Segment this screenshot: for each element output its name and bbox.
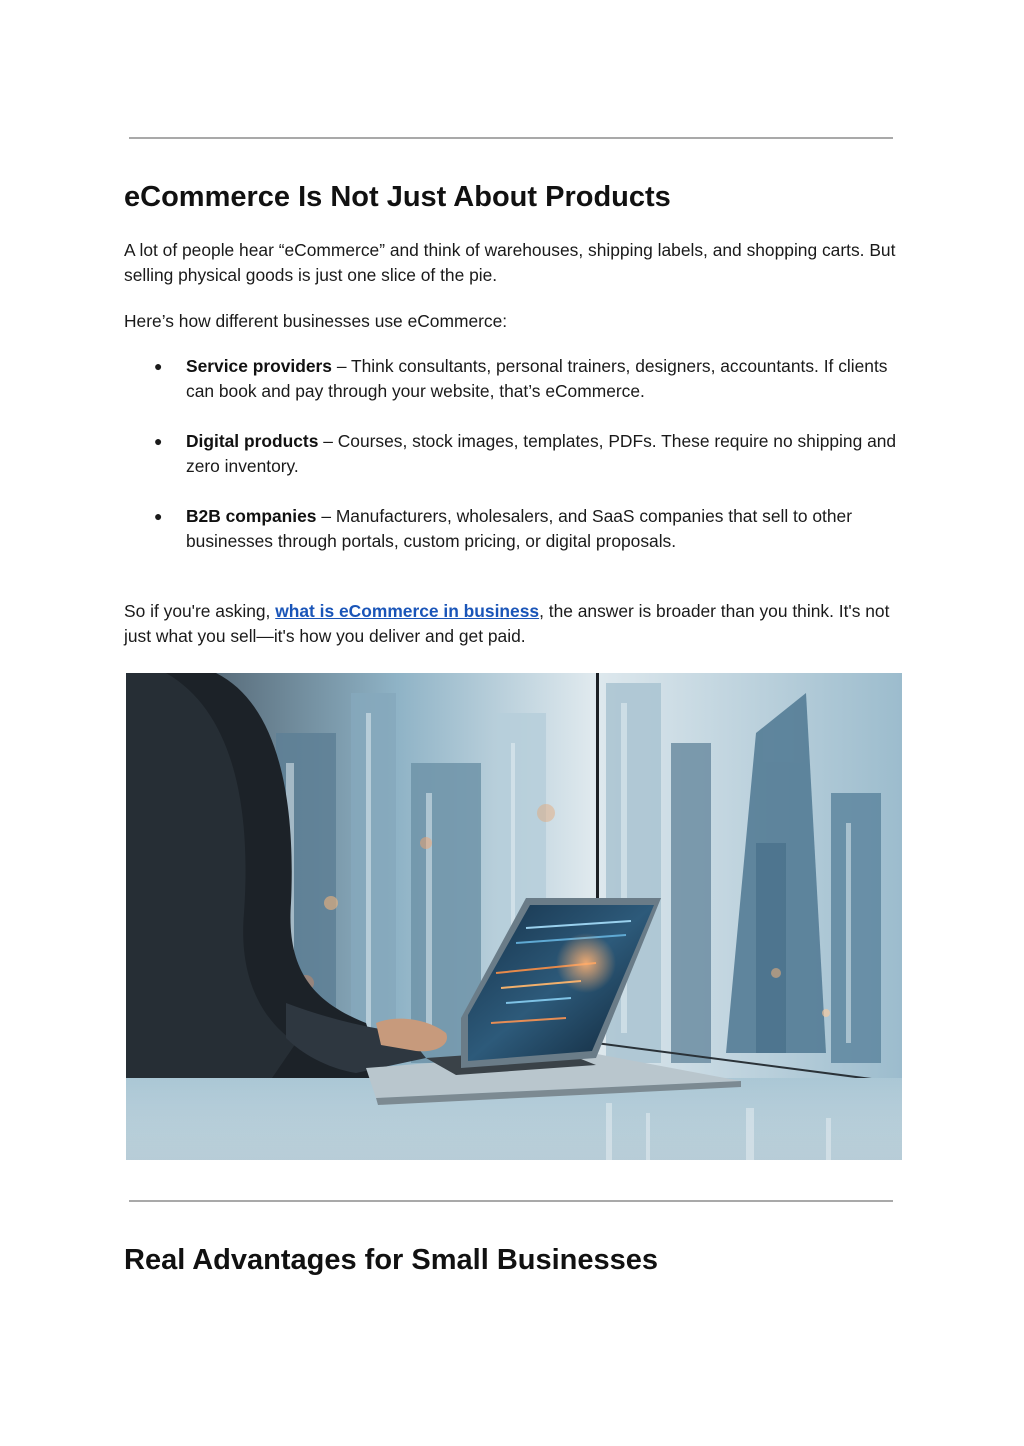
list-item [124,354,904,404]
section-heading-ecommerce: eCommerce Is Not Just About Products [124,181,671,213]
list-item-text: – Courses, stock images, templates, PDFs. These require no shipping and zero inventory. [186,431,897,476]
bullet-icon: ● [154,508,163,524]
closing-text-before: So if you're asking, [124,601,276,621]
intro-paragraph: A lot of people hear “eCommerce” and think of warehouses, shipping labels, and shopping carts. But selling physical goods is just one slice of the pie. [124,240,896,285]
list-item [124,504,904,554]
list-item-text: – Manufacturers, wholesalers, and SaaS companies that sell to other businesses through portals, custom pricing, or digital proposals. [186,506,853,551]
closing-text-after: , the answer is broader than you think. It's not just what you sell—it's how you deliver and get paid. [124,601,890,646]
list-item-text: – Think consultants, personal trainers, designers, accountants. If clients can book and pay through your website, that’s eCommerce. [186,356,888,401]
business-types-list [124,354,904,579]
list-item-title: Digital products [186,431,319,451]
list-item-title: B2B companies [186,506,317,526]
closing-paragraph [124,599,904,649]
bottom-divider [129,1200,893,1202]
section-heading-advantages: Real Advantages for Small Businesses [124,1244,659,1276]
list-item-title: Service providers [186,356,332,376]
bullet-icon: ● [154,433,163,449]
hero-illustration [126,673,902,1160]
top-divider [129,137,893,139]
what-is-ecommerce-link[interactable]: what is eCommerce in business [275,601,540,621]
laptop-cityscape-image [126,673,902,1160]
bullet-icon: ● [154,358,163,374]
list-item [124,429,904,479]
lead-paragraph: Here’s how different businesses use eCommerce: [124,311,508,331]
